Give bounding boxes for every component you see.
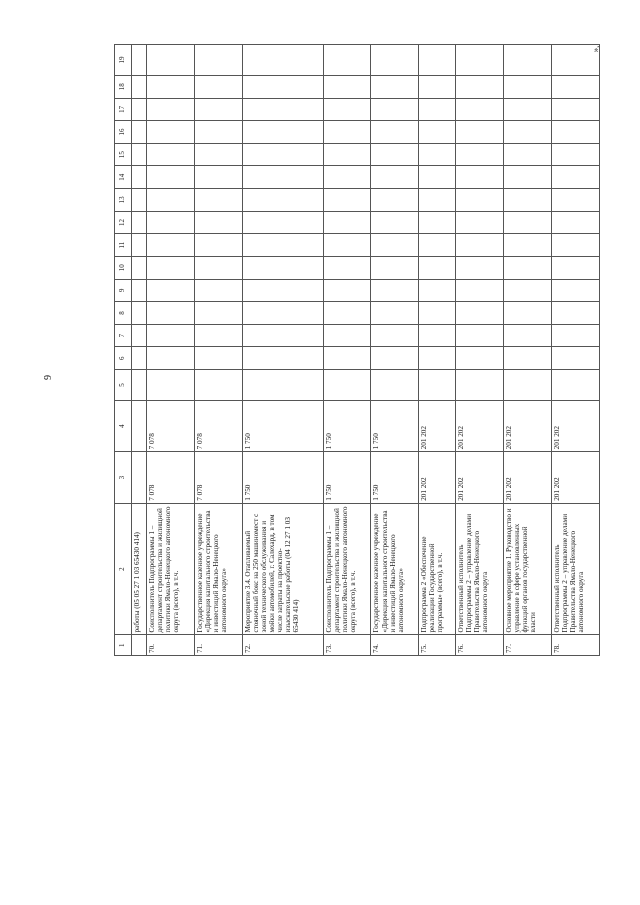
empty-cell-col15 — [242, 143, 323, 166]
empty-cell-col14 — [419, 166, 456, 189]
empty-cell-col13 — [323, 189, 371, 212]
row-description: Соисполнитель Подпрограммы 1 – департамент строительства и жилищной политики Ямало-Ненецкого автономного округа (всего), в т.ч. — [323, 503, 371, 635]
empty-cell-col18 — [132, 75, 147, 98]
row-value-col4: 1 750 — [242, 400, 323, 451]
row-value-col3: 1 750 — [242, 452, 323, 503]
empty-cell-col13 — [194, 189, 242, 212]
empty-cell-col7 — [242, 324, 323, 347]
empty-cell-col9 — [194, 279, 242, 302]
empty-cell-col11 — [456, 234, 504, 257]
empty-cell-col15 — [504, 143, 552, 166]
row-value-col4: 7 078 — [147, 400, 195, 451]
empty-cell-col11 — [419, 234, 456, 257]
empty-cell-col7 — [552, 324, 600, 347]
empty-cell-col16 — [147, 121, 195, 144]
table-container — [114, 44, 600, 656]
empty-cell-col5 — [371, 370, 419, 401]
empty-cell-col5 — [504, 370, 552, 401]
empty-cell-col14 — [132, 166, 147, 189]
empty-cell-col7 — [194, 324, 242, 347]
empty-cell-col6 — [456, 347, 504, 370]
column-number-6: 6 — [115, 347, 132, 370]
empty-cell-col16 — [419, 121, 456, 144]
empty-cell-col8 — [456, 302, 504, 325]
column-number-row — [115, 45, 132, 656]
row-value-col4: 1 750 — [371, 400, 419, 451]
empty-cell-col14 — [456, 166, 504, 189]
empty-cell-col16 — [242, 121, 323, 144]
empty-cell-col13 — [242, 189, 323, 212]
empty-cell-col11 — [552, 234, 600, 257]
empty-cell-col12 — [456, 211, 504, 234]
row-description: работы (05 05 27 1 03 65430 414) — [132, 503, 147, 635]
rotated-table — [114, 44, 600, 656]
row-number: 70. — [147, 635, 195, 656]
empty-cell-col10 — [371, 256, 419, 279]
column-number-2: 2 — [115, 503, 132, 635]
empty-cell-col15 — [419, 143, 456, 166]
table-row — [323, 45, 371, 656]
row-number: 74. — [371, 635, 419, 656]
column-number-13: 13 — [115, 189, 132, 212]
table-row — [419, 45, 456, 656]
column-number-19: 19 — [115, 45, 132, 76]
table-row — [147, 45, 195, 656]
row-value-col4: 201 202 — [456, 400, 504, 451]
empty-cell-col12 — [194, 211, 242, 234]
column-number-15: 15 — [115, 143, 132, 166]
table-row — [371, 45, 419, 656]
row-value-col3: 201 202 — [456, 452, 504, 503]
empty-cell-col17 — [194, 98, 242, 121]
budget-table — [114, 44, 600, 656]
empty-cell-col6 — [194, 347, 242, 370]
empty-cell-col17 — [242, 98, 323, 121]
empty-cell-col12 — [419, 211, 456, 234]
empty-cell-col9 — [323, 279, 371, 302]
table-body — [132, 45, 600, 656]
column-number-18: 18 — [115, 75, 132, 98]
row-value-col4: 1 750 — [323, 400, 371, 451]
empty-cell-col15 — [552, 143, 600, 166]
empty-cell-col19 — [147, 45, 195, 76]
empty-cell-col14 — [147, 166, 195, 189]
empty-cell-col5 — [194, 370, 242, 401]
empty-cell-col19 — [371, 45, 419, 76]
empty-cell-col12 — [323, 211, 371, 234]
empty-cell-col8 — [194, 302, 242, 325]
empty-cell-col6 — [504, 347, 552, 370]
row-description: Государственное казенное учреждение «Дирекция капитального строительства и инвестиций Ямало-Ненецкого автономного округа» — [194, 503, 242, 635]
empty-cell-col6 — [323, 347, 371, 370]
row-number: 73. — [323, 635, 371, 656]
empty-cell-col10 — [132, 256, 147, 279]
empty-cell-col5 — [147, 370, 195, 401]
empty-cell-col13 — [552, 189, 600, 212]
column-number-17: 17 — [115, 98, 132, 121]
empty-cell-col19 — [456, 45, 504, 76]
empty-cell-col7 — [323, 324, 371, 347]
empty-cell-col5 — [456, 370, 504, 401]
empty-cell-col17 — [504, 98, 552, 121]
empty-cell-col18 — [194, 75, 242, 98]
row-description: Ответственный исполнитель Подпрограммы 2 – управление делами Правительства Ямало-Ненецкого автономного округа — [552, 503, 600, 635]
row-value-col3: 7 078 — [194, 452, 242, 503]
empty-cell-col9 — [552, 279, 600, 302]
row-number — [132, 635, 147, 656]
empty-cell-col11 — [504, 234, 552, 257]
row-value-col4: 7 078 — [194, 400, 242, 451]
empty-cell-col12 — [242, 211, 323, 234]
empty-cell-col13 — [419, 189, 456, 212]
empty-cell-col9 — [147, 279, 195, 302]
empty-cell-col9 — [242, 279, 323, 302]
empty-cell-col5 — [323, 370, 371, 401]
row-value-col4: 201 202 — [552, 400, 600, 451]
row-number: 75. — [419, 635, 456, 656]
empty-cell-col7 — [132, 324, 147, 347]
empty-cell-col18 — [504, 75, 552, 98]
empty-cell-col6 — [552, 347, 600, 370]
empty-cell-col11 — [147, 234, 195, 257]
empty-cell-col11 — [132, 234, 147, 257]
column-number-5: 5 — [115, 370, 132, 401]
empty-cell-col7 — [456, 324, 504, 347]
row-value-col3: 201 202 — [504, 452, 552, 503]
empty-cell-col7 — [504, 324, 552, 347]
empty-cell-col11 — [242, 234, 323, 257]
empty-cell-col13 — [504, 189, 552, 212]
empty-cell-col10 — [419, 256, 456, 279]
empty-cell-col10 — [323, 256, 371, 279]
empty-cell-col10 — [456, 256, 504, 279]
empty-cell-col9 — [504, 279, 552, 302]
row-description: Основное мероприятие 1. Руководство и управление в сфере установленных функций органов государственной власти — [504, 503, 552, 635]
empty-cell-col10 — [504, 256, 552, 279]
empty-cell-col19 — [504, 45, 552, 76]
corner-mark: », — [590, 45, 601, 53]
empty-cell-col14 — [242, 166, 323, 189]
empty-cell-col8 — [323, 302, 371, 325]
empty-cell-col8 — [371, 302, 419, 325]
empty-cell-col10 — [552, 256, 600, 279]
empty-cell-col10 — [194, 256, 242, 279]
empty-cell-col17 — [323, 98, 371, 121]
empty-cell-col14 — [371, 166, 419, 189]
empty-cell-col18 — [147, 75, 195, 98]
empty-cell-col16 — [194, 121, 242, 144]
table-row — [242, 45, 323, 656]
column-number-1: 1 — [115, 635, 132, 656]
empty-cell-col6 — [242, 347, 323, 370]
table-row — [132, 45, 147, 656]
row-value-col3: 201 202 — [552, 452, 600, 503]
empty-cell-col17 — [456, 98, 504, 121]
empty-cell-col15 — [194, 143, 242, 166]
empty-cell-col5 — [242, 370, 323, 401]
empty-cell-col9 — [456, 279, 504, 302]
empty-cell-col15 — [147, 143, 195, 166]
empty-cell-col18 — [242, 75, 323, 98]
empty-cell-col19 — [132, 45, 147, 76]
empty-cell-col19 — [194, 45, 242, 76]
row-description: Государственное казенное учреждение «Дирекция капитального строительства и инвестиций Ямало-Ненецкого автономного округа» — [371, 503, 419, 635]
empty-cell-col12 — [504, 211, 552, 234]
row-description: Соисполнитель Подпрограммы 1 – департамент строительства и жилищной политики Ямало-Ненецкого автономного округа (всего), в т.ч. — [147, 503, 195, 635]
column-number-16: 16 — [115, 121, 132, 144]
empty-cell-col17 — [419, 98, 456, 121]
empty-cell-col18 — [456, 75, 504, 98]
empty-cell-col10 — [147, 256, 195, 279]
row-description: Ответственный исполнитель Подпрограммы 2 – управление делами Правительства Ямало-Ненецкого автономного округа — [456, 503, 504, 635]
empty-cell-col17 — [371, 98, 419, 121]
row-value-col4 — [132, 400, 147, 451]
empty-cell-col7 — [147, 324, 195, 347]
empty-cell-col8 — [147, 302, 195, 325]
empty-cell-col6 — [147, 347, 195, 370]
row-number: 71. — [194, 635, 242, 656]
row-value-col4: 201 202 — [419, 400, 456, 451]
page-number: 9 — [43, 375, 54, 380]
empty-cell-col14 — [323, 166, 371, 189]
empty-cell-col11 — [194, 234, 242, 257]
empty-cell-col17 — [147, 98, 195, 121]
row-number: 77. — [504, 635, 552, 656]
empty-cell-col8 — [504, 302, 552, 325]
column-number-10: 10 — [115, 256, 132, 279]
empty-cell-col13 — [456, 189, 504, 212]
column-number-11: 11 — [115, 234, 132, 257]
column-number-12: 12 — [115, 211, 132, 234]
empty-cell-col19 — [419, 45, 456, 76]
table-row — [194, 45, 242, 656]
empty-cell-col18 — [552, 75, 600, 98]
empty-cell-col14 — [552, 166, 600, 189]
row-description: Мероприятие 3.4. Отапливаемый стояночный бокс на 250 машиномест с зоной технического обслуживания и мойки автомобилей, г. Салехард, в том числе затраты на проектно-изыскательские работы (04 12 27 1 03 65430 414) — [242, 503, 323, 635]
empty-cell-col14 — [194, 166, 242, 189]
empty-cell-col18 — [371, 75, 419, 98]
empty-cell-col6 — [419, 347, 456, 370]
empty-cell-col16 — [456, 121, 504, 144]
table-row — [552, 45, 600, 656]
row-value-col3: 1 750 — [323, 452, 371, 503]
column-number-7: 7 — [115, 324, 132, 347]
empty-cell-col13 — [147, 189, 195, 212]
empty-cell-col18 — [323, 75, 371, 98]
empty-cell-col9 — [419, 279, 456, 302]
row-value-col4: 201 202 — [504, 400, 552, 451]
table-row — [456, 45, 504, 656]
empty-cell-col19 — [242, 45, 323, 76]
empty-cell-col7 — [419, 324, 456, 347]
empty-cell-col5 — [552, 370, 600, 401]
empty-cell-col5 — [132, 370, 147, 401]
empty-cell-col8 — [419, 302, 456, 325]
empty-cell-col8 — [132, 302, 147, 325]
empty-cell-col7 — [371, 324, 419, 347]
empty-cell-col8 — [242, 302, 323, 325]
empty-cell-col17 — [552, 98, 600, 121]
row-number: 72. — [242, 635, 323, 656]
empty-cell-col6 — [371, 347, 419, 370]
column-number-14: 14 — [115, 166, 132, 189]
empty-cell-col8 — [552, 302, 600, 325]
empty-cell-col12 — [132, 211, 147, 234]
empty-cell-col9 — [132, 279, 147, 302]
empty-cell-col11 — [371, 234, 419, 257]
empty-cell-col15 — [132, 143, 147, 166]
empty-cell-col14 — [504, 166, 552, 189]
row-value-col3 — [132, 452, 147, 503]
row-description: Подпрограмма 2 «Обеспечение реализации Государственной программы» (всего), в т.ч. — [419, 503, 456, 635]
empty-cell-col12 — [371, 211, 419, 234]
empty-cell-col15 — [456, 143, 504, 166]
empty-cell-col12 — [147, 211, 195, 234]
empty-cell-col15 — [371, 143, 419, 166]
empty-cell-col10 — [242, 256, 323, 279]
column-number-4: 4 — [115, 400, 132, 451]
row-number: 78. — [552, 635, 600, 656]
table-row — [504, 45, 552, 656]
empty-cell-col16 — [504, 121, 552, 144]
empty-cell-col16 — [132, 121, 147, 144]
row-value-col3: 7 078 — [147, 452, 195, 503]
row-value-col3: 201 202 — [419, 452, 456, 503]
empty-cell-col16 — [552, 121, 600, 144]
row-number: 76. — [456, 635, 504, 656]
empty-cell-col13 — [132, 189, 147, 212]
column-number-8: 8 — [115, 302, 132, 325]
empty-cell-col17 — [132, 98, 147, 121]
empty-cell-col18 — [419, 75, 456, 98]
empty-cell-col19 — [323, 45, 371, 76]
column-number-3: 3 — [115, 452, 132, 503]
empty-cell-col6 — [132, 347, 147, 370]
empty-cell-col11 — [323, 234, 371, 257]
row-value-col3: 1 750 — [371, 452, 419, 503]
empty-cell-col5 — [419, 370, 456, 401]
column-number-9: 9 — [115, 279, 132, 302]
empty-cell-col16 — [323, 121, 371, 144]
empty-cell-col12 — [552, 211, 600, 234]
empty-cell-col19 — [552, 45, 600, 76]
empty-cell-col13 — [371, 189, 419, 212]
empty-cell-col9 — [371, 279, 419, 302]
empty-cell-col15 — [323, 143, 371, 166]
empty-cell-col16 — [371, 121, 419, 144]
